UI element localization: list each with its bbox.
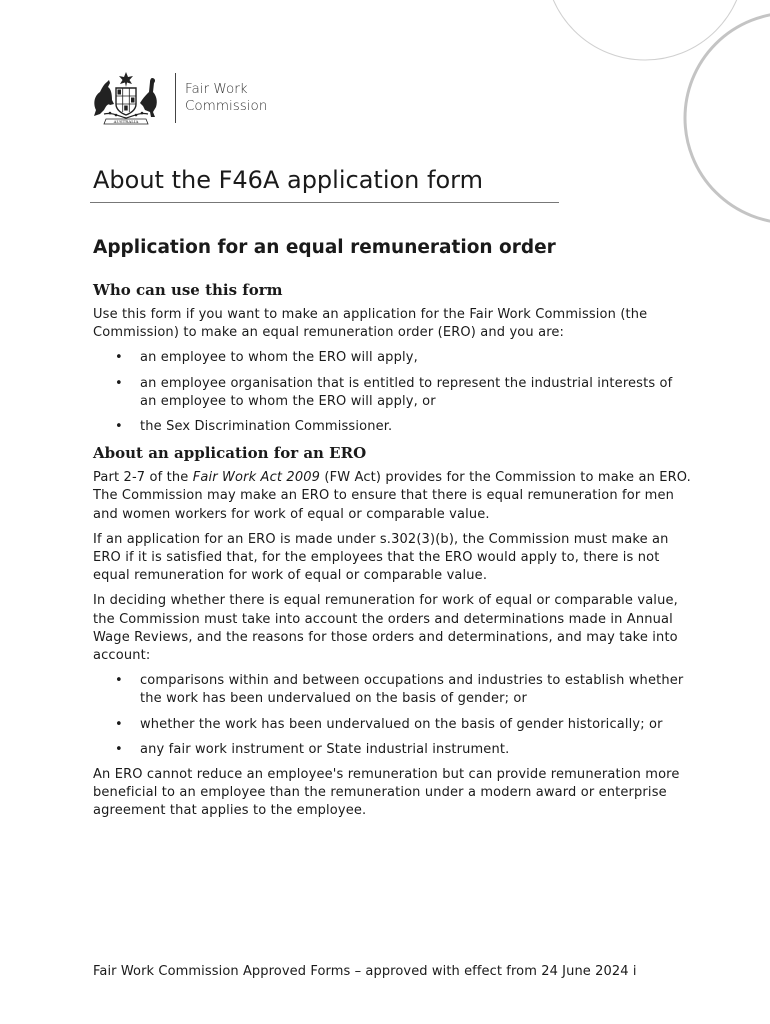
bullet-icon: • xyxy=(115,350,123,366)
crest-banner-text: AUSTRALIA xyxy=(113,119,139,124)
list-item-text: the Sex Discrimination Commissioner. xyxy=(140,419,393,435)
bullet-icon: • xyxy=(115,375,123,391)
organisation-name xyxy=(185,81,267,115)
paragraph-deciding: In deciding whether there is equal remuneration for work of equal or comparable value, the Commission must take into account the orders and determinations made in Annual Wage Reviews, and the reasons for those orders and determinations, and may take into account: xyxy=(93,593,678,664)
list-item xyxy=(93,375,693,411)
bullet-icon: • xyxy=(115,716,123,732)
paragraph-s302: If an application for an ERO is made under s.302(3)(b), the Commission must make an ERO if it is satisfied that, for the employees that the ERO would apply to, there is not equal remuneration for work of equal or comparable value. xyxy=(93,531,669,584)
bullet-icon: • xyxy=(115,741,123,757)
list-item xyxy=(93,418,693,436)
section-heading: About an application for an ERO xyxy=(93,444,367,463)
page-footer: Fair Work Commission Approved Forms – approved with effect from 24 June 2024 i xyxy=(93,964,637,979)
paragraph-ero-limits: An ERO cannot reduce an employee's remuneration but can provide remuneration more beneficial to an employee than the remuneration under a modern award or enterprise agreement that applies to the employee. xyxy=(93,767,680,819)
section-who-can-use xyxy=(93,280,693,436)
act-title: Fair Work Act 2009 xyxy=(192,470,321,486)
logo-divider xyxy=(175,73,176,123)
list-item xyxy=(93,672,693,708)
list-item xyxy=(93,349,693,367)
organisation-name-line-2: Commission xyxy=(185,98,268,114)
list-item-text: whether the work has been undervalued on the basis of gender historically; or xyxy=(140,716,663,732)
considerations-list xyxy=(93,672,693,759)
page-title: About the F46A application form xyxy=(93,166,483,194)
eligibility-list xyxy=(93,349,693,436)
section-about-application xyxy=(93,443,693,820)
paragraph-fw-act: Part 2-7 of the Fair Work Act 2009 (FW Act) provides for the Commission to make an ERO. The Commission may make an ERO to ensure that there is equal remuneration for men and women workers for work of equal or comparable value. xyxy=(93,470,691,522)
bullet-icon: • xyxy=(115,419,123,435)
main-content xyxy=(93,234,693,828)
list-item xyxy=(93,716,693,734)
fair-work-commission-logo xyxy=(90,70,267,126)
title-rule xyxy=(90,202,559,203)
australian-coat-of-arms-icon xyxy=(90,70,162,126)
list-item xyxy=(93,741,693,759)
bullet-icon: • xyxy=(115,673,123,689)
section-heading: Who can use this form xyxy=(93,281,283,299)
section-intro: Use this form if you want to make an application for the Fair Work Commission (the Commission) to make an equal remuneration order (ERO) and you are: xyxy=(93,307,648,341)
organisation-name-line-1: Fair Work xyxy=(185,81,248,97)
list-item-text: comparisons within and between occupations and industries to establish whether the work has been undervalued on the basis of gender; or xyxy=(140,673,684,707)
list-item-text: an employee organisation that is entitled to represent the industrial interests of an employee to whom the ERO will apply, or xyxy=(140,375,673,409)
list-item-text: any fair work instrument or State industrial instrument. xyxy=(140,741,510,757)
list-item-text: an employee to whom the ERO will apply, xyxy=(140,350,418,366)
main-heading: Application for an equal remuneration order xyxy=(93,237,556,258)
